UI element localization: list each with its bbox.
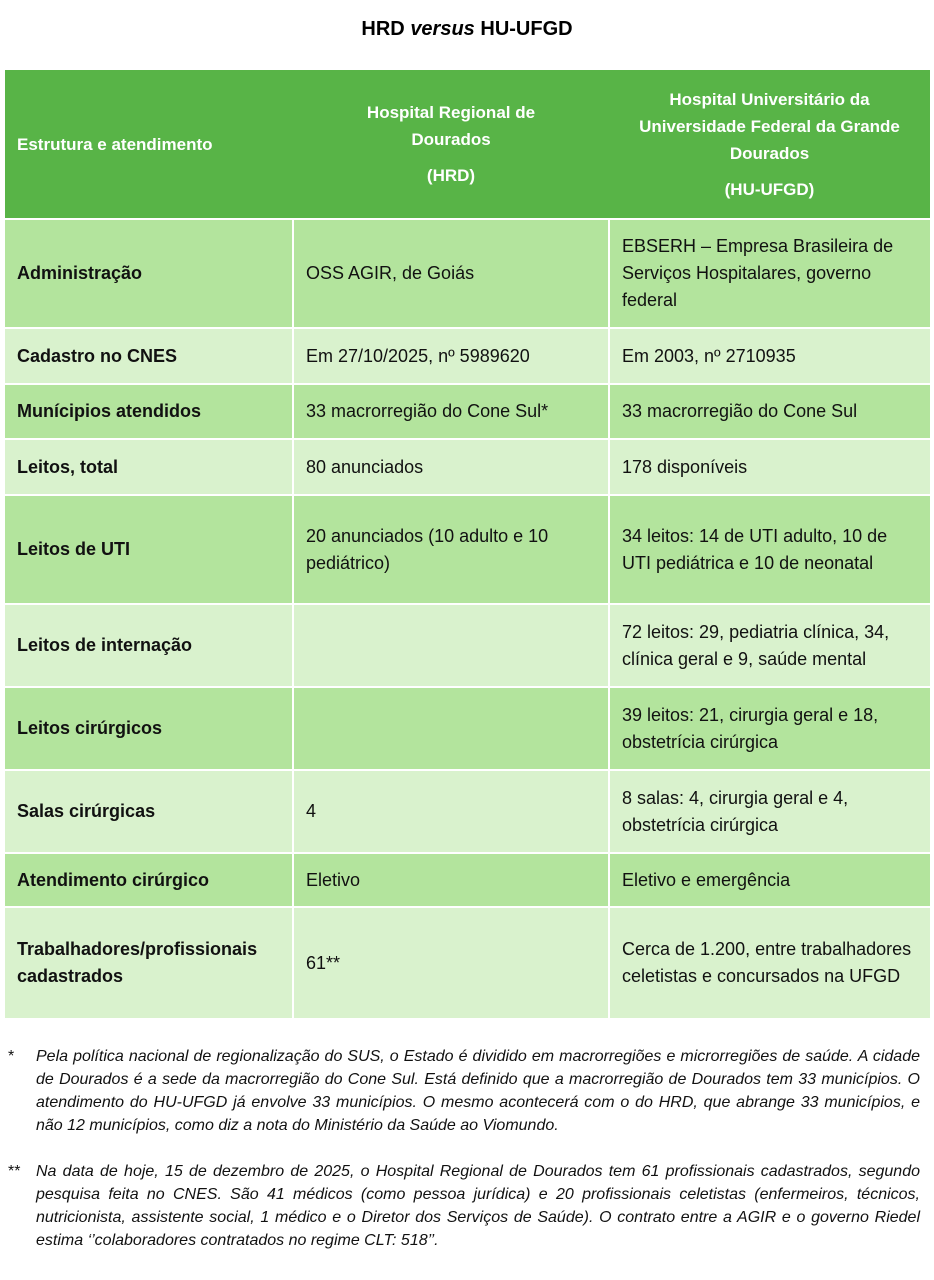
row-hu-value: 33 macrorregião do Cone Sul bbox=[609, 384, 930, 439]
header-structure: Estrutura e atendimento bbox=[5, 70, 293, 219]
row-hu-value: Em 2003, nº 2710935 bbox=[609, 328, 930, 384]
title-part-2: HU-UFGD bbox=[474, 18, 573, 40]
row-label: Leitos cirúrgicos bbox=[5, 687, 293, 770]
row-hrd-value: 20 anunciados (10 adulto e 10 pediátrico) bbox=[293, 495, 609, 604]
footnote-2 bbox=[8, 1160, 920, 1252]
table-row bbox=[5, 907, 930, 1018]
page-title bbox=[0, 18, 934, 41]
row-hrd-value: 4 bbox=[293, 770, 609, 853]
footnote-1 bbox=[8, 1045, 920, 1137]
table-row bbox=[5, 384, 930, 439]
table-row bbox=[5, 770, 930, 853]
table-row bbox=[5, 687, 930, 770]
header-hu-abbr: (HU-UFGD) bbox=[724, 179, 815, 199]
row-hu-value: 178 disponíveis bbox=[609, 439, 930, 495]
header-row bbox=[5, 70, 930, 219]
footnotes bbox=[8, 1045, 920, 1252]
row-hu-value: 39 leitos: 21, cirurgia geral e 18, obstetrícia cirúrgica bbox=[609, 687, 930, 770]
table-row bbox=[5, 328, 930, 384]
row-label: Leitos, total bbox=[5, 439, 293, 495]
comparison-table bbox=[5, 70, 930, 1018]
row-hrd-value: 61** bbox=[293, 907, 609, 1018]
footnote-text: Pela política nacional de regionalização do SUS, o Estado é dividido em macrorregiões e microrregiões de saúde. A cidade de Dourados é a sede da macrorregião do Cone Sul. Está definido que a macrorregião de Dourados tem 33 municípios. O atendimento do HU-UFGD já envolve 33 municípios. O mesmo acontecerá com o do HRD, que abrange 33 municípios, e não 12 municípios, como diz a nota do Ministério da Saúde ao Viomundo. bbox=[36, 1048, 920, 1134]
row-hu-value: 72 leitos: 29, pediatria clínica, 34, clínica geral e 9, saúde mental bbox=[609, 604, 930, 687]
row-hrd-value bbox=[293, 604, 609, 687]
row-label: Trabalhadores/profissionais cadastrados bbox=[5, 907, 293, 1018]
row-label: Leitos de UTI bbox=[5, 495, 293, 604]
header-hrd-name: Hospital Regional de Dourados bbox=[366, 103, 536, 149]
row-label: Munícipios atendidos bbox=[5, 384, 293, 439]
row-hu-value: 8 salas: 4, cirurgia geral e 4, obstetrícia cirúrgica bbox=[609, 770, 930, 853]
title-italic: versus bbox=[410, 18, 475, 40]
row-hrd-value: Em 27/10/2025, nº 5989620 bbox=[293, 328, 609, 384]
row-label: Atendimento cirúrgico bbox=[5, 853, 293, 907]
header-hu-name: Hospital Universitário da Universidade Federal da Grande Dourados bbox=[639, 89, 900, 163]
header-hrd-abbr: (HRD) bbox=[426, 166, 476, 185]
table-row bbox=[5, 604, 930, 687]
row-label: Salas cirúrgicas bbox=[5, 770, 293, 853]
row-hu-value: 34 leitos: 14 de UTI adulto, 10 de UTI pediátrica e 10 de neonatal bbox=[609, 495, 930, 604]
title-part-1: HRD bbox=[361, 18, 411, 40]
table-row bbox=[5, 219, 930, 328]
footnote-marker: * bbox=[8, 1048, 15, 1065]
row-hu-value: Eletivo e emergência bbox=[609, 853, 930, 907]
footnote-text: Na data de hoje, 15 de dezembro de 2025, o Hospital Regional de Dourados tem 61 profissionais cadastrados, segundo pesquisa feita no CNES. São 41 médicos (como pessoa jurídica) e 20 profissionais celetistas (enfermeiros, técnicos, nutricionista, assistente social, 1 médico e o Diretor dos Serviços de Saúde). O contrato entre a AGIR e o governo Riedel estima ‘’colaboradores contratados no regime CLT: 518’’. bbox=[36, 1163, 920, 1249]
row-hu-value: EBSERH – Empresa Brasileira de Serviços Hospitalares, governo federal bbox=[609, 219, 930, 328]
header-hrd bbox=[293, 70, 609, 219]
row-hrd-value: OSS AGIR, de Goiás bbox=[293, 219, 609, 328]
table-row bbox=[5, 853, 930, 907]
table-row bbox=[5, 495, 930, 604]
row-hrd-value: 80 anunciados bbox=[293, 439, 609, 495]
footnote-marker: ** bbox=[8, 1163, 21, 1180]
table-row bbox=[5, 439, 930, 495]
row-hrd-value bbox=[293, 687, 609, 770]
row-hu-value: Cerca de 1.200, entre trabalhadores celetistas e concursados na UFGD bbox=[609, 907, 930, 1018]
row-hrd-value: 33 macrorregião do Cone Sul* bbox=[293, 384, 609, 439]
row-label: Administração bbox=[5, 219, 293, 328]
header-hu-ufgd bbox=[609, 70, 930, 219]
row-label: Leitos de internação bbox=[5, 604, 293, 687]
row-hrd-value: Eletivo bbox=[293, 853, 609, 907]
row-label: Cadastro no CNES bbox=[5, 328, 293, 384]
